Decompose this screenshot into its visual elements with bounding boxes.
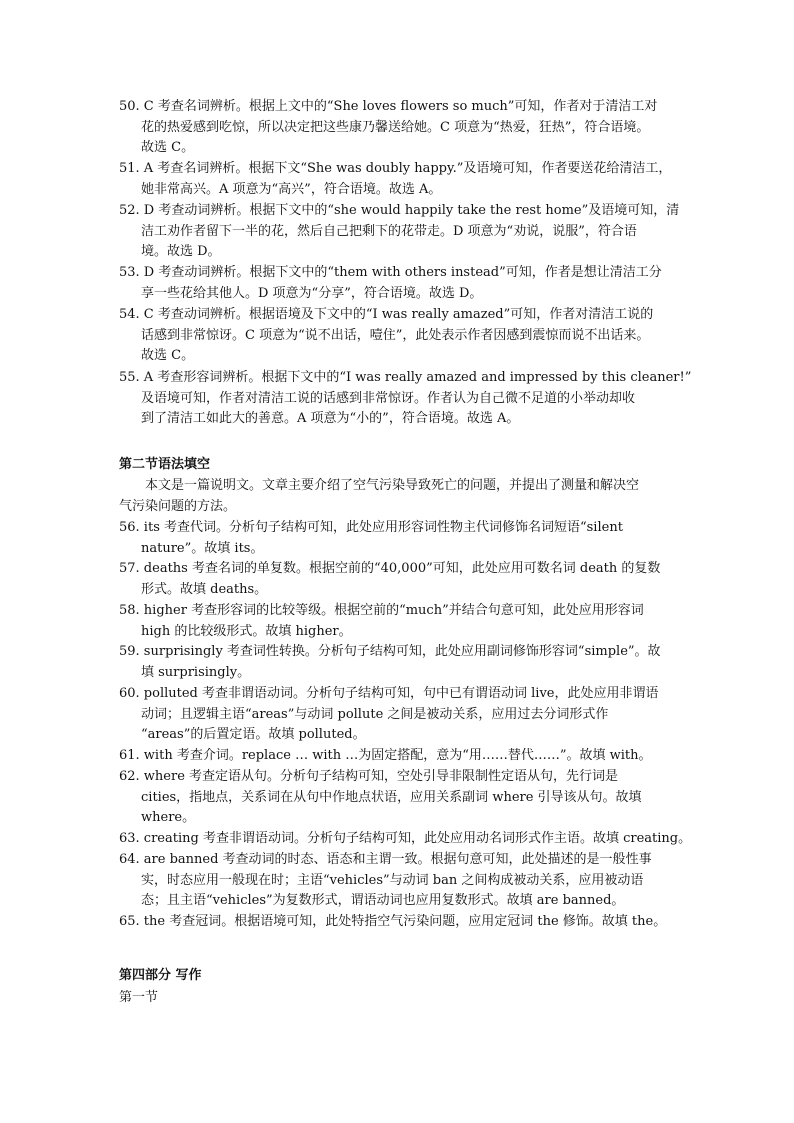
text-line: 63. creating 考查非谓语动词。分析句子结构可知，此处应用动名词形式作主语。故填 creating。 (119, 831, 692, 846)
text-line: 57. deaths 考查名词的单复数。根据空前的“40,000”可知，此处应用可数名词 death 的复数 (119, 561, 661, 576)
answer-item-55 (119, 368, 692, 430)
part-heading: 第四部分 写作 (119, 968, 202, 983)
answer-item-52 (119, 201, 689, 263)
text-line: 51. A 考查名词辨析。根据下文“She was doubly happy.”及语境可知，作者要送花给清洁工， (119, 161, 672, 176)
answer-item-64 (119, 850, 689, 912)
section-intro (119, 476, 689, 517)
text-line: “areas”的后置定语。故填 polluted。 (141, 727, 366, 742)
section-heading: 第二节语法填空 (119, 457, 211, 472)
text-line: 动词；且逻辑主语“areas”与动词 pollute 之间是被动关系，应用过去分词形式作 (141, 706, 609, 722)
text-line: 话感到非常惊讶。C 项意为“说不出话，噎住”，此处表示作者因感到震惊而说不出话来。 (141, 327, 650, 343)
answer-item-61 (119, 746, 689, 767)
answer-item-51 (119, 159, 689, 200)
text-line: 56. its 考查代词。分析句子结构可知，此处应用形容词性物主代词修饰名词短语“silent (119, 520, 623, 535)
text-line: 填 surprisingly。 (141, 664, 251, 680)
text-line: 故选 C。 (141, 140, 195, 155)
subsection-label: 第一节 (119, 990, 159, 1005)
text-line: 态；且主语“vehicles”为复数形式，谓语动词也应用复数形式。故填 are banned。 (141, 893, 625, 908)
answer-item-53 (119, 263, 689, 304)
text-line: high 的比较级形式。故填 higher。 (141, 623, 352, 639)
text-line: 53. D 考查动词辨析。根据下文中的“them with others instead”可知，作者是想让清洁工分 (119, 265, 662, 280)
answer-item-63 (119, 829, 692, 850)
text-line: 52. D 考查动词辨析。根据下文中的“she would happily take the rest home”及语境可知，清 (119, 203, 680, 218)
text-line: 实，时态应用一般现在时；主语“vehicles”与动词 ban 之间构成被动关系，应用被动语 (141, 872, 644, 888)
text-line: 她非常高兴。A 项意为“高兴”，符合语境。故选 A。 (141, 181, 442, 197)
text-line: 64. are banned 考查动词的时态、语态和主谓一致。根据句意可知，此处描述的是一般性事 (119, 852, 652, 867)
text-line: 本文是一篇说明文。文章主要介绍了空气污染导致死亡的问题，并提出了测量和解决空 (145, 478, 640, 493)
answer-item-57 (119, 559, 689, 600)
text-line: where。 (141, 810, 196, 825)
text-line: 50. C 考查名词辨析。根据上文中的“She loves flowers so much”可知，作者对于清洁工对 (119, 99, 658, 114)
text-line: 62. where 考查定语从句。分析句子结构可知，空处引导非限制性定语从句，先行词是 (119, 769, 619, 784)
text-line: 到了清洁工如此大的善意。A 项意为“小的”，符合语境。故选 A。 (141, 411, 520, 426)
text-line: nature”。故填 its。 (141, 540, 264, 556)
answer-item-59 (119, 642, 689, 683)
text-line: 花的热爱感到吃惊，所以决定把这些康乃馨送给她。C 项意为“热爱，狂热”，符合语境。 (141, 119, 650, 135)
text-line: 气污染问题的方法。 (119, 498, 237, 514)
answer-item-65 (119, 912, 689, 933)
answer-item-60 (119, 684, 689, 746)
text-line: 58. higher 考查形容词的比较等级。根据空前的“much”并结合句意可知，此处应用形容词 (119, 603, 644, 618)
text-line: 61. with 考查介词。replace … with …为固定搭配，意为“用……替代……”。故填 with。 (119, 748, 652, 763)
text-line: 55. A 考查形容词辨析。根据下文中的“I was really amazed and impressed by this cleaner!” (119, 370, 692, 385)
text-line: 洁工劝作者留下一半的花，然后自己把剩下的花带走。D 项意为“劝说，说服”，符合语 (141, 223, 637, 239)
text-line: 享一些花给其他人。D 项意为“分享”，符合语境。故选 D。 (141, 285, 483, 301)
answer-item-62 (119, 767, 689, 829)
text-line: 及语境可知，作者对清洁工说的话感到非常惊讶。作者认为自己微不足道的小举动却收 (141, 390, 636, 406)
answer-item-54 (119, 305, 689, 367)
text-line: 54. C 考查动词辨析。根据语境及下文中的“I was really amazed”可知，作者对清洁工说的 (119, 307, 654, 322)
text-line: 形式。故填 deaths。 (141, 581, 268, 597)
text-line: 境。故选 D。 (141, 244, 221, 259)
text-line: cities，指地点，关系词在从句中作地点状语，应用关系副词 where 引导该从句。故填 (141, 789, 642, 805)
answer-item-56 (119, 518, 689, 559)
answer-item-58 (119, 601, 689, 642)
text-line: 故选 C。 (141, 348, 195, 363)
text-line: 65. the 考查冠词。根据语境可知，此处特指空气污染问题，应用定冠词 the 修饰。故填 the。 (119, 914, 667, 929)
text-line: 59. surprisingly 考查词性转换。分析句子结构可知，此处应用副词修饰形容词“simple”。故 (119, 644, 661, 659)
text-line: 60. polluted 考查非谓语动词。分析句子结构可知，句中已有谓语动词 live，此处应用非谓语 (119, 686, 659, 701)
answer-item-50 (119, 97, 689, 159)
